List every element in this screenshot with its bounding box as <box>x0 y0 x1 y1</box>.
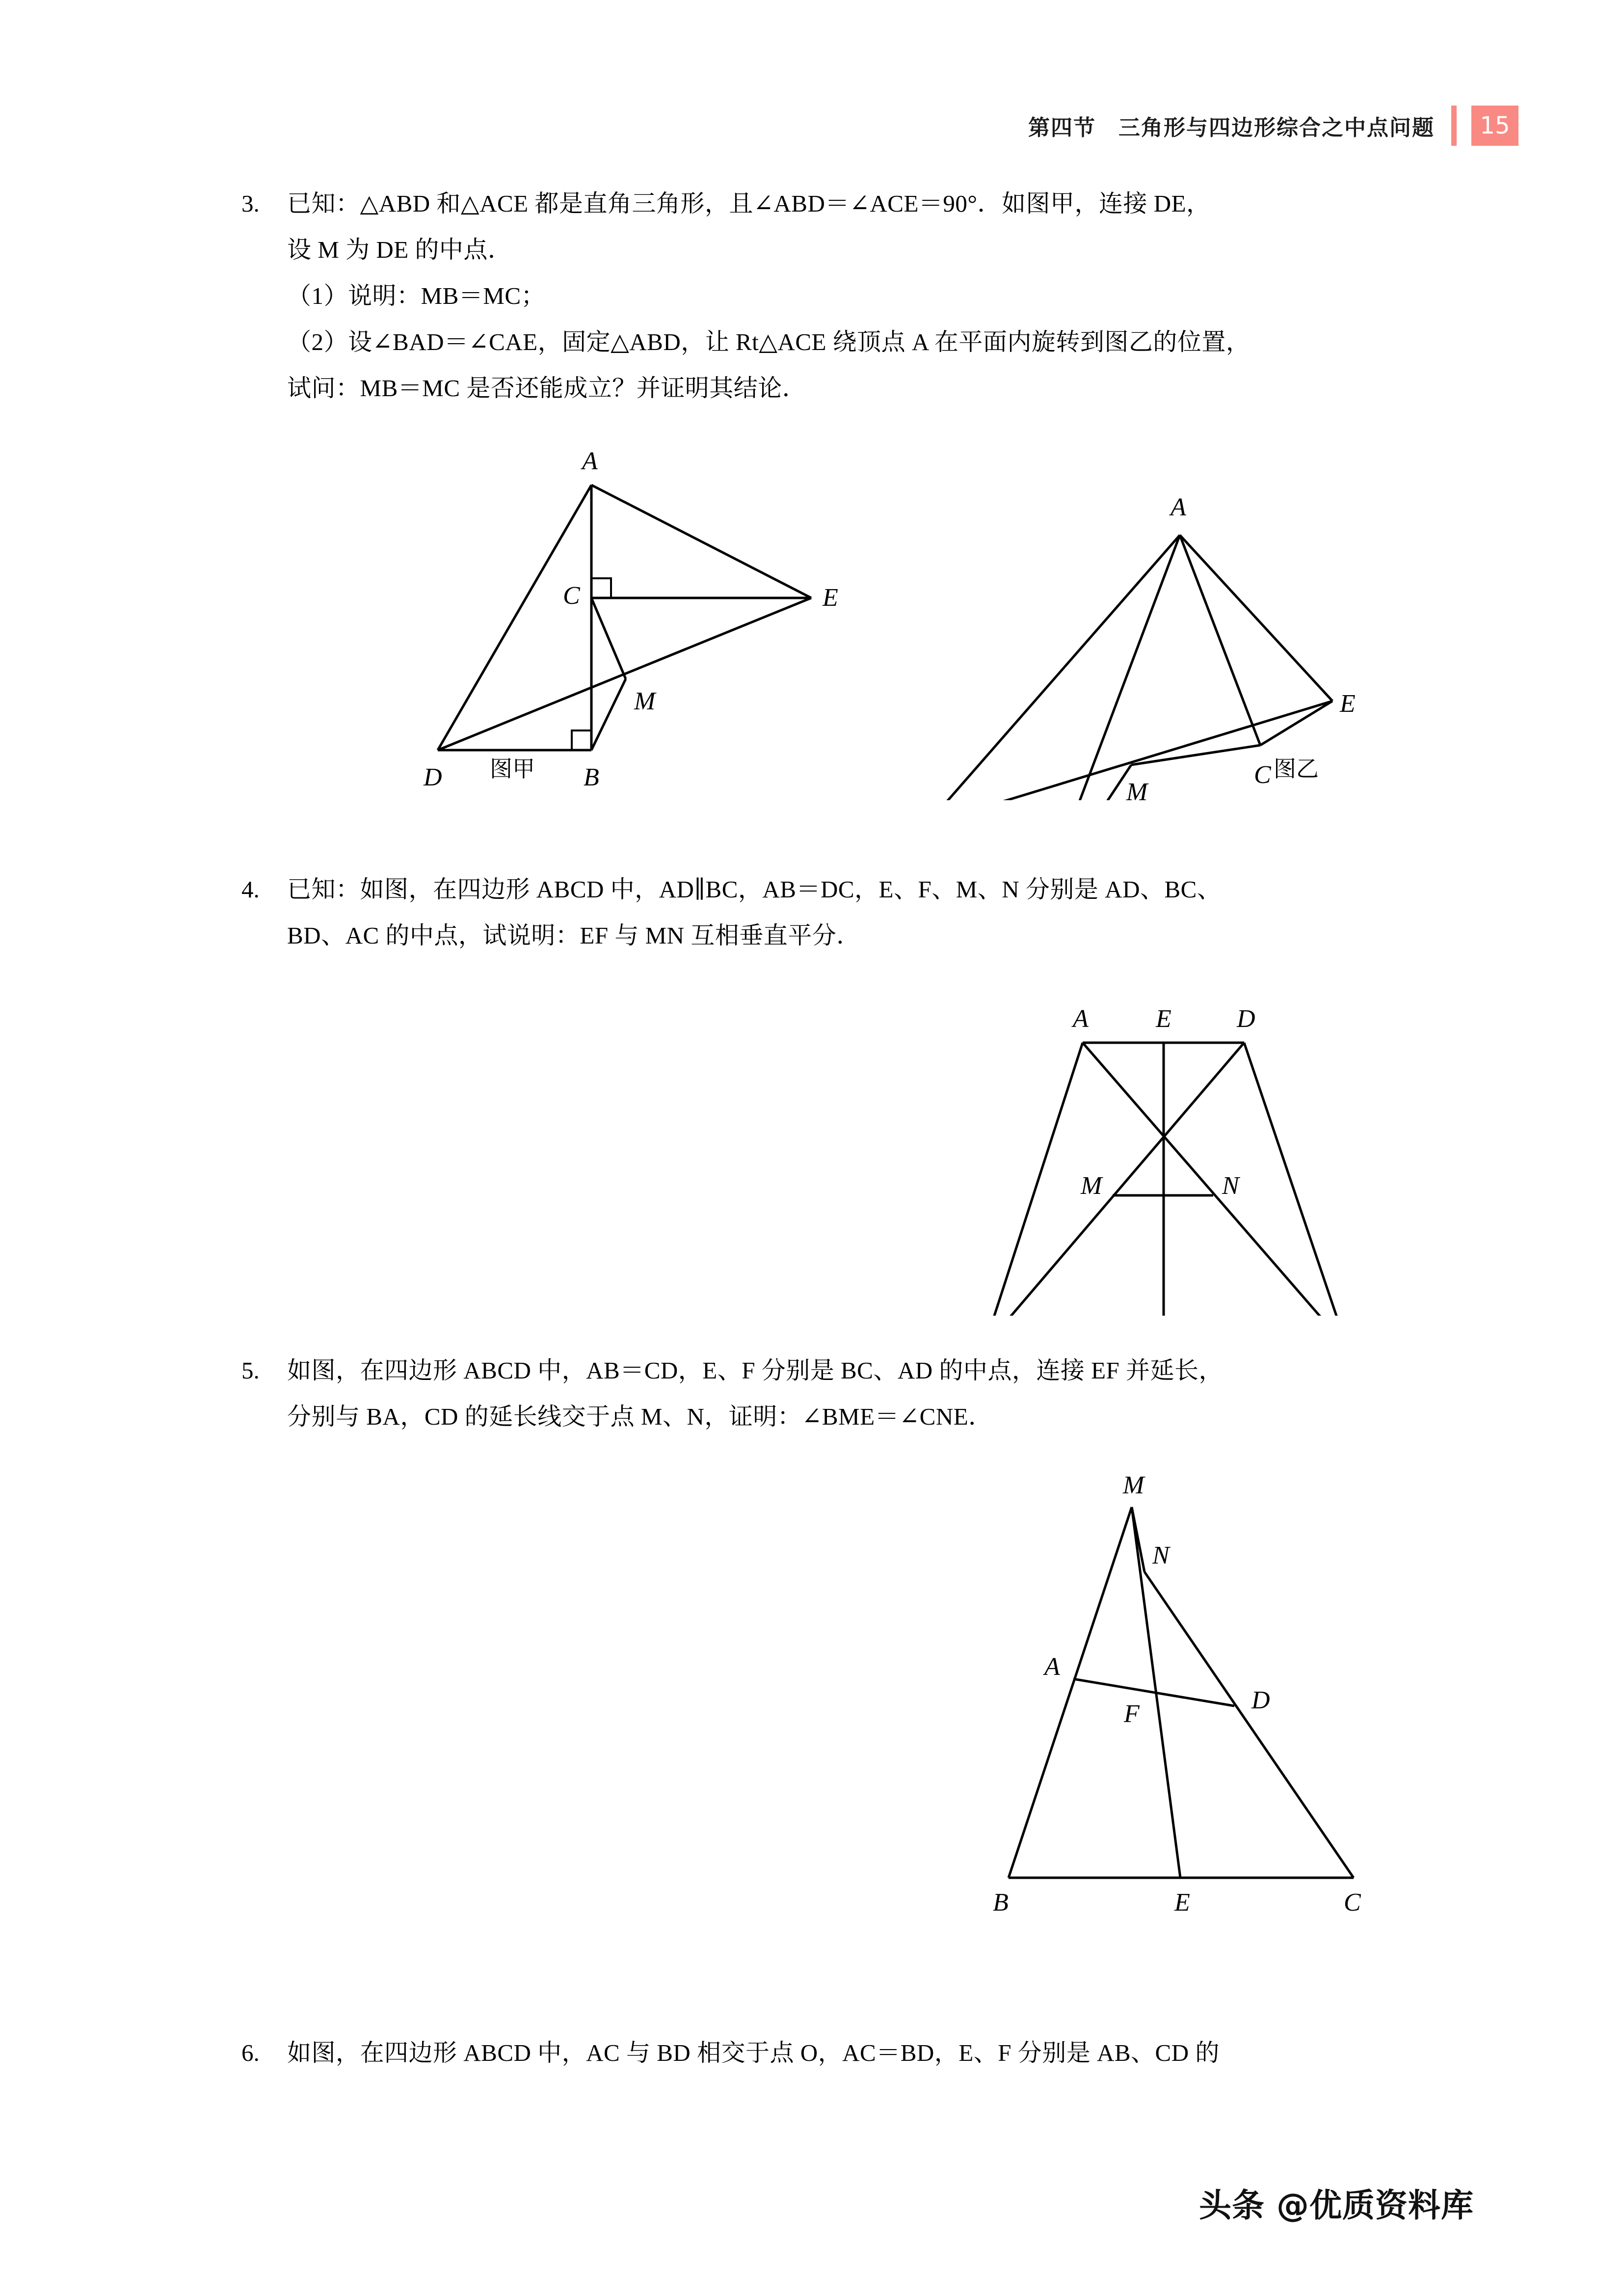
page-header <box>1028 96 1518 155</box>
segment-CM <box>591 598 626 679</box>
problem-6-number: 6. <box>241 2039 260 2066</box>
problem-3-line-2: 设 M 为 DE 的中点． <box>287 236 512 263</box>
figure-yi <box>883 466 1374 800</box>
segment-NC <box>1144 1572 1354 1878</box>
segment-AD <box>438 485 591 750</box>
figure-triangle-svg <box>957 1463 1423 1993</box>
header-divider <box>1451 106 1457 146</box>
right-angle-mark-C <box>591 578 611 598</box>
label-A: A <box>1073 1005 1089 1033</box>
figure-yi-svg <box>883 466 1374 800</box>
label-E: E <box>1340 690 1356 718</box>
label-N: N <box>1222 1172 1239 1200</box>
label-B: B <box>993 1889 1009 1917</box>
label-F: F <box>1124 1700 1140 1728</box>
figure-trapezoid <box>957 982 1399 1316</box>
label-B: B <box>584 763 599 791</box>
problem-4-line-1: 已知：如图，在四边形 ABCD 中，AD∥BC，AB＝DC，E、F、M、N 分别是 AD、BC、 <box>287 876 1222 903</box>
problem-4-line-2: BD、AC 的中点，试说明：EF 与 MN 互相垂直平分． <box>287 922 861 949</box>
problem-5-line-1: 如图，在四边形 ABCD 中，AB＝CD，E、F 分别是 BC、AD 的中点，连接 EF 并延长， <box>287 1357 1224 1384</box>
segment-BD <box>984 1043 1244 1316</box>
page-number-badge: 15 <box>1471 106 1518 146</box>
segment-CE <box>1260 701 1332 745</box>
page-title: 第四节 三角形与四边形综合之中点问题 <box>1028 115 1435 140</box>
figure-yi-caption: 图乙 <box>1274 756 1319 782</box>
figure-jia <box>402 442 844 795</box>
label-A: A <box>1171 493 1186 521</box>
figure-jia-svg <box>402 442 844 795</box>
label-M: M <box>1126 778 1148 800</box>
segment-AE <box>1180 535 1332 701</box>
problem-5-line-2: 分别与 BA，CD 的延长线交于点 M、N，证明：∠BME＝∠CNE． <box>287 1403 993 1430</box>
problem-3-line-4: （2）设∠BAD＝∠CAE，固定△ABD，让 Rt△ACE 绕顶点 A 在平面内旋转到图乙的位置， <box>287 328 1251 355</box>
problem-6-line-1: 如图，在四边形 ABCD 中，AC 与 BD 相交于点 O，AC＝BD，E、F 分别是 AB、CD 的 <box>287 2039 1220 2066</box>
segment-AC <box>1083 1043 1347 1316</box>
watermark: 头条 @优质资料库 <box>1199 2187 1474 2224</box>
figure-triangle <box>957 1463 1423 1993</box>
label-E: E <box>823 584 838 612</box>
segment-BM <box>591 679 626 750</box>
label-A: A <box>1044 1653 1060 1681</box>
label-D: D <box>1251 1686 1270 1714</box>
label-C: C <box>563 582 580 610</box>
problem-3-line-3: （1）说明：MB＝MC； <box>287 282 546 309</box>
label-N: N <box>1152 1541 1170 1569</box>
problem-3-line-1: 已知：△ABD 和△ACE 都是直角三角形，且∠ABD＝∠ACE＝90°．如图甲，连接 DE， <box>287 190 1211 217</box>
problem-3-number: 3. <box>241 190 260 217</box>
segment-AC <box>1180 535 1260 745</box>
label-M: M <box>634 687 656 715</box>
label-C: C <box>1344 1889 1361 1917</box>
segment-AE <box>591 485 811 598</box>
label-E: E <box>1156 1005 1171 1033</box>
problem-4-number: 4. <box>241 876 260 903</box>
problem-5-number: 5. <box>241 1357 260 1384</box>
label-C: C <box>1254 761 1271 789</box>
label-A: A <box>582 447 598 475</box>
label-E: E <box>1174 1889 1190 1917</box>
figure-trapezoid-svg <box>957 982 1399 1316</box>
segment-AD <box>927 535 1180 800</box>
figure-jia-caption: 图甲 <box>490 756 535 782</box>
label-D: D <box>424 763 442 791</box>
label-D: D <box>1237 1005 1255 1033</box>
label-M: M <box>1081 1172 1102 1200</box>
problem-3-line-5: 试问：MB＝MC 是否还能成立？并证明其结论． <box>287 375 807 402</box>
label-M: M <box>1123 1471 1144 1499</box>
segment-DC <box>1244 1043 1347 1316</box>
segment-MB <box>1009 1507 1132 1878</box>
segment-AB <box>984 1043 1083 1316</box>
segment-MC <box>1131 745 1260 765</box>
right-angle-mark-B <box>572 730 591 750</box>
